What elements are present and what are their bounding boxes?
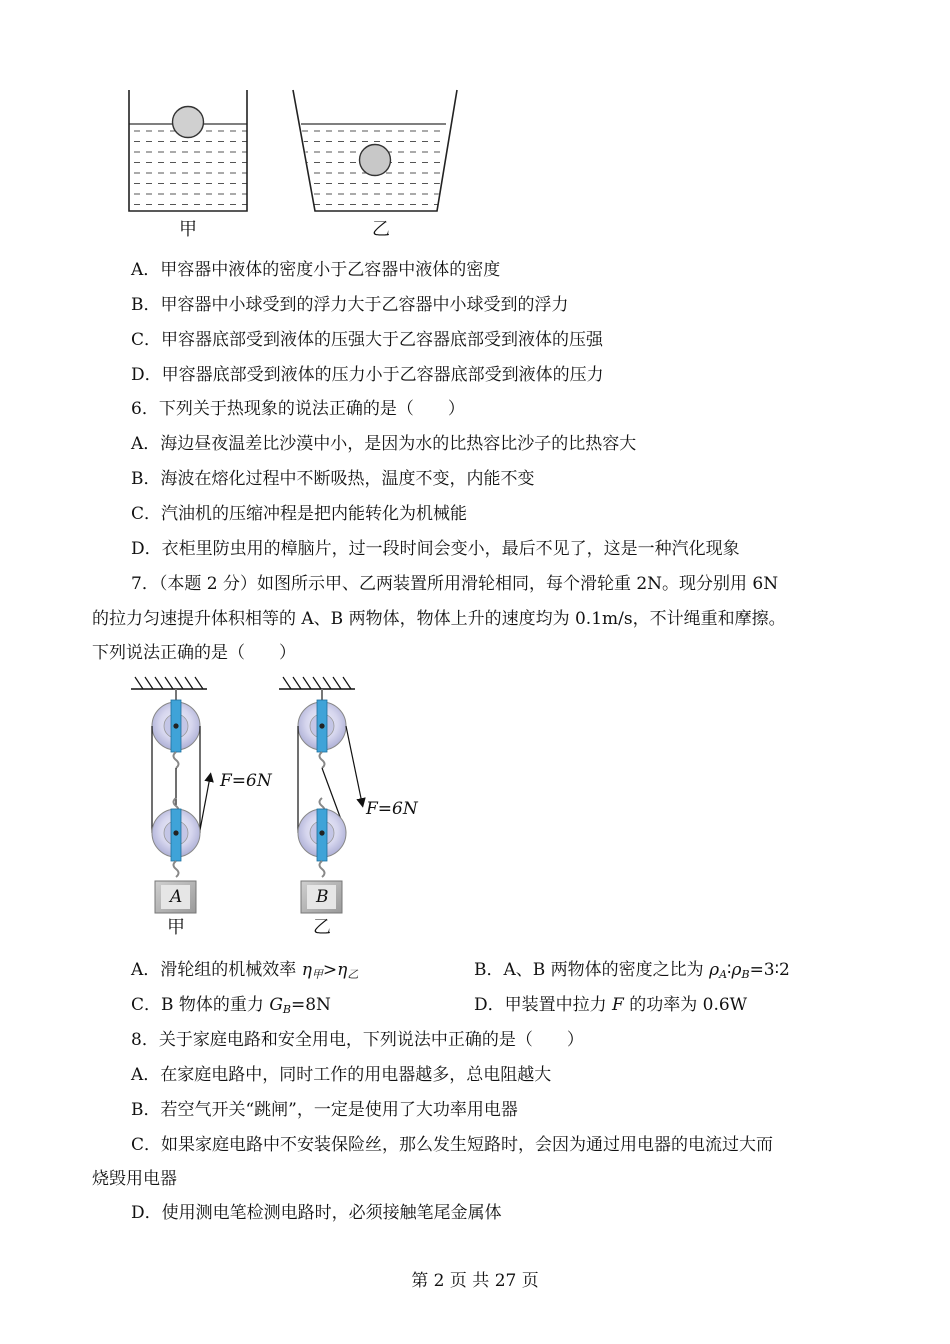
figure2-label-yi: 乙: [313, 917, 331, 938]
pulley-system-yi: [279, 677, 362, 913]
q8-option-a: A．在家庭电路中，同时工作的用电器越多，总电阻越大: [131, 1065, 552, 1085]
q7-stem-line-3: 下列说法正确的是（ ）: [92, 643, 296, 663]
q6-option-a: A．海边昼夜温差比沙漠中小，是因为水的比热容比沙子的比热容大: [131, 434, 637, 454]
q5-option-c: C．甲容器底部受到液体的压强大于乙容器底部受到液体的压强: [131, 330, 604, 350]
block-b-label: B: [316, 887, 329, 907]
pulley-system-jia: [131, 677, 210, 913]
figure1-label-yi: 乙: [372, 219, 390, 240]
block-a-label: A: [170, 887, 183, 907]
q8-option-c: C．如果家庭电路中不安装保险丝，那么发生短路时，会因为通过用电器的电流过大而: [131, 1135, 774, 1155]
figure2-label-jia: 甲: [167, 917, 185, 938]
q7-stem-line-1: 7．（本题 2 分）如图所示甲、乙两装置所用滑轮相同，每个滑轮重 2N。现分别用 6N: [131, 574, 779, 594]
force-label-yi: F=6N: [366, 799, 418, 819]
q7-option-a: A．滑轮组的机械效率 $\eta_甲>\eta_乙$: [131, 960, 359, 981]
q5-option-b: B．甲容器中小球受到的浮力大于乙容器中小球受到的浮力: [131, 295, 569, 315]
figure1-label-jia: 甲: [179, 219, 197, 240]
q5-option-d: D．甲容器底部受到液体的压力小于乙容器底部受到液体的压力: [131, 365, 604, 385]
q8-option-c-continued: 烧毁用电器: [92, 1169, 177, 1189]
q8-option-b: B．若空气开关“跳闸”，一定是使用了大功率用电器: [131, 1100, 518, 1120]
q5-option-a: A．甲容器中液体的密度小于乙容器中液体的密度: [131, 260, 501, 280]
q8-stem: 8．关于家庭电路和安全用电，下列说法中正确的是（ ）: [131, 1030, 584, 1050]
q7-stem-line-2: 的拉力匀速提升体积相等的 A、B 两物体，物体上升的速度均为 0.1m/s，不计绳重和摩擦。: [92, 609, 786, 629]
q7-option-c: C．B 物体的重力 $G_B=8N$: [131, 995, 331, 1016]
q6-option-b: B．海波在熔化过程中不断吸热，温度不变，内能不变: [131, 469, 535, 489]
q7-option-b: B．A、B 两物体的密度之比为 $\rho_A∶\rho_B=3∶2$: [474, 960, 790, 981]
q6-option-c: C．汽油机的压缩冲程是把内能转化为机械能: [131, 504, 468, 524]
page-footer: 第 2 页 共 27 页: [411, 1271, 539, 1291]
q7-option-d: D．甲装置中拉力 F 的功率为 0.6W: [474, 995, 748, 1015]
q8-option-d: D．使用测电笔检测电路时，必须接触笔尾金属体: [131, 1203, 502, 1223]
force-label-jia: F=6N: [220, 771, 272, 791]
q6-option-d: D．衣柜里防虫用的樟脑片，过一段时间会变小，最后不见了，这是一种汽化现象: [131, 539, 740, 559]
q6-stem: 6．下列关于热现象的说法正确的是（ ）: [131, 399, 465, 419]
